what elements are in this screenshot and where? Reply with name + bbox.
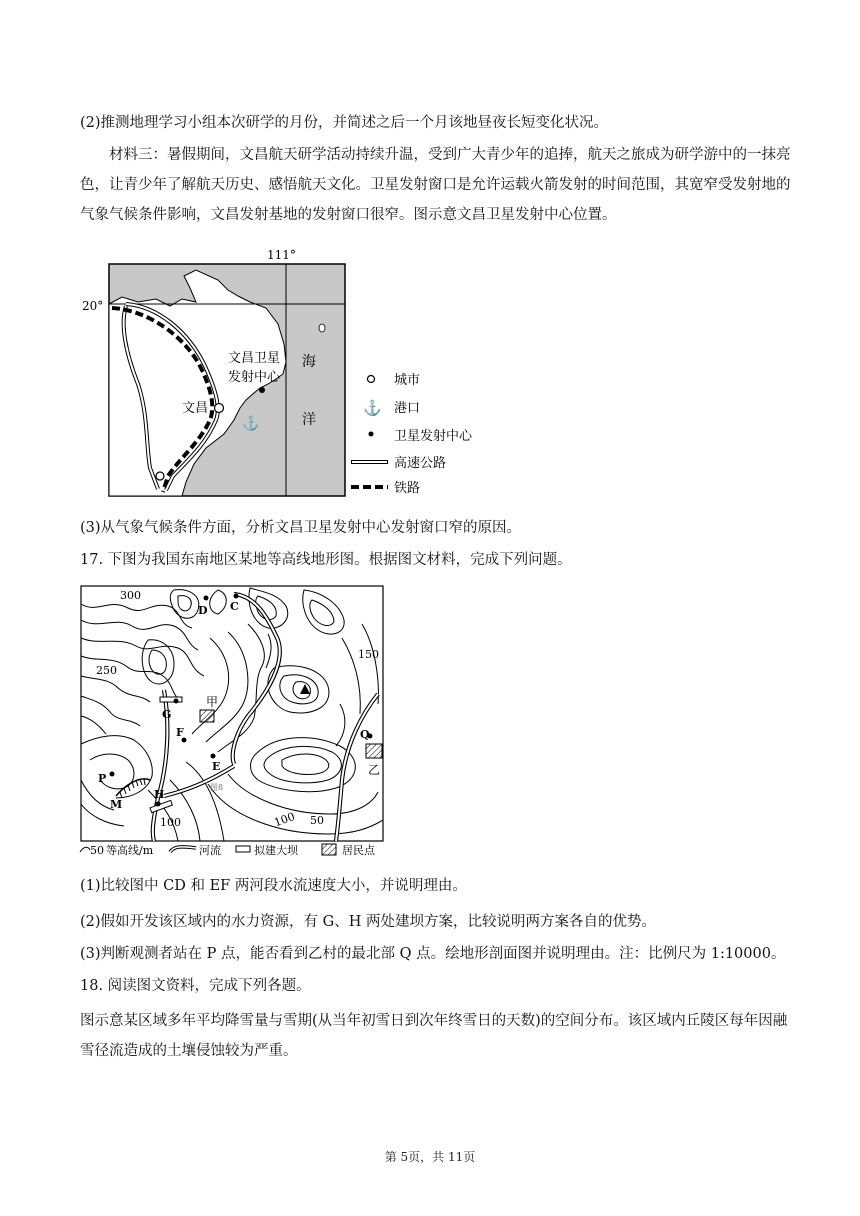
legend-contour-label: 等高线/m — [106, 844, 154, 857]
point-d-label: D — [198, 604, 208, 617]
point-e-label: E — [212, 760, 221, 773]
village-yi-label: 乙 — [368, 763, 381, 777]
contour-label-300: 300 — [120, 589, 141, 602]
longitude-label: 111° — [267, 248, 296, 262]
question-18-text: 图示意某区域多年平均降雪量与雪期(从当年初雪日到次年终雪日的天数)的空间分布。该区域内丘陵区每年因融雪径流造成的土壤侵蚀较为严重。 — [80, 1013, 788, 1059]
legend-dam-label: 拟建大坝 — [254, 844, 298, 857]
legend-contour-icon — [80, 847, 90, 852]
point-h-label: H — [154, 788, 165, 801]
launch-center-label-2: 发射中心 — [228, 370, 281, 385]
sea-label-2: 洋 — [302, 412, 316, 428]
material-3-paragraph: 材料三：暑假期间，文昌航天研学活动持续升温，受到广大青少年的追捧，航天之旅成为研学游中的一抹亮色，让青少年了解航天历史、感悟航天文化。卫星发射窗口是允许运载火箭发射的时间范围，其宽窄受发射地的气象气候条件影响，文昌发射基地的发射窗口很窄。图示意文昌卫星发射中心位置。 — [80, 147, 791, 223]
wenchang-city-marker — [215, 404, 224, 413]
legend-contour-number: 50 — [90, 844, 104, 857]
point-q-label: Q — [360, 728, 370, 741]
point-f-label: F — [176, 726, 184, 739]
village-yi-icon — [366, 744, 382, 758]
legend-river-label: 河流 — [199, 844, 221, 857]
legend-village-icon — [322, 844, 336, 855]
village-jia-icon — [200, 710, 214, 722]
legend-dam-icon — [236, 846, 250, 852]
city-marker-south — [156, 472, 164, 480]
contour-label-250: 250 — [96, 664, 117, 677]
legend-railway-label: 铁路 — [394, 481, 421, 496]
village-jia-label: 甲 — [206, 695, 219, 709]
point-g-label: G — [162, 708, 172, 721]
legend-port-label: 港口 — [394, 401, 421, 416]
port-anchor-icon: ⚓ — [242, 416, 260, 432]
question-17-stem: 17. 下图为我国东南地区某地等高线地形图。根据图文材料，完成下列问题。 — [80, 552, 572, 568]
sea-label-1: 海 — [302, 354, 316, 370]
question-17-3: (3)判断观测者站在 P 点，能否看到乙村的最北部 Q 点。绘地形剖面图并说明理由。注：比例尺为 1:10000。 — [80, 946, 786, 962]
question-18-stem: 18. 阅读图文资料，完成下列各题。 — [80, 978, 311, 994]
launch-center-marker — [259, 387, 265, 393]
question-16-2: (2)推测地理学习小组本次研学的月份，并简述之后一个月该地昼夜长短变化状况。 — [80, 115, 609, 131]
legend-center-label: 卫星发射中心 — [394, 429, 473, 444]
legend-port-icon: ⚓ — [363, 399, 382, 417]
point-c-label: C — [230, 600, 239, 613]
point-p-label: P — [98, 772, 107, 785]
legend-highway-label: 高速公路 — [394, 456, 447, 471]
legend-center-icon — [369, 432, 374, 437]
page-footer: 第 5页，共 11页 — [384, 1150, 476, 1164]
contour-label-150: 150 — [358, 648, 379, 661]
question-17-2: (2)假如开发该区域内的水力资源，有 G、H 两处建坝方案，比较说明两方案各自的优势。 — [80, 914, 656, 930]
question-16-3: (3)从气象气候条件方面，分析文昌卫星发射中心发射窗口窄的原因。 — [80, 520, 522, 536]
point-m-label: M — [110, 798, 123, 811]
contour-topographic-map — [78, 584, 498, 864]
legend-city-icon — [368, 376, 375, 383]
question-17-1: (1)比较图中 CD 和 EF 两河段水流速度大小，并说明理由。 — [80, 878, 467, 894]
contour-label-50: 50 — [310, 814, 324, 827]
latitude-label: 20° — [82, 299, 104, 313]
contour-label-100a: 100 — [160, 816, 181, 829]
figure-inner-label: 图8 — [210, 783, 224, 792]
dam-g — [160, 697, 182, 702]
wenchang-location-map — [78, 244, 498, 504]
launch-center-label-1: 文昌卫星 — [228, 351, 281, 366]
legend-city-label: 城市 — [394, 373, 421, 388]
wenchang-city-label: 文昌 — [182, 401, 209, 416]
legend-village-label: 居民点 — [342, 844, 375, 857]
contour-label-100b: 100 — [272, 809, 297, 830]
